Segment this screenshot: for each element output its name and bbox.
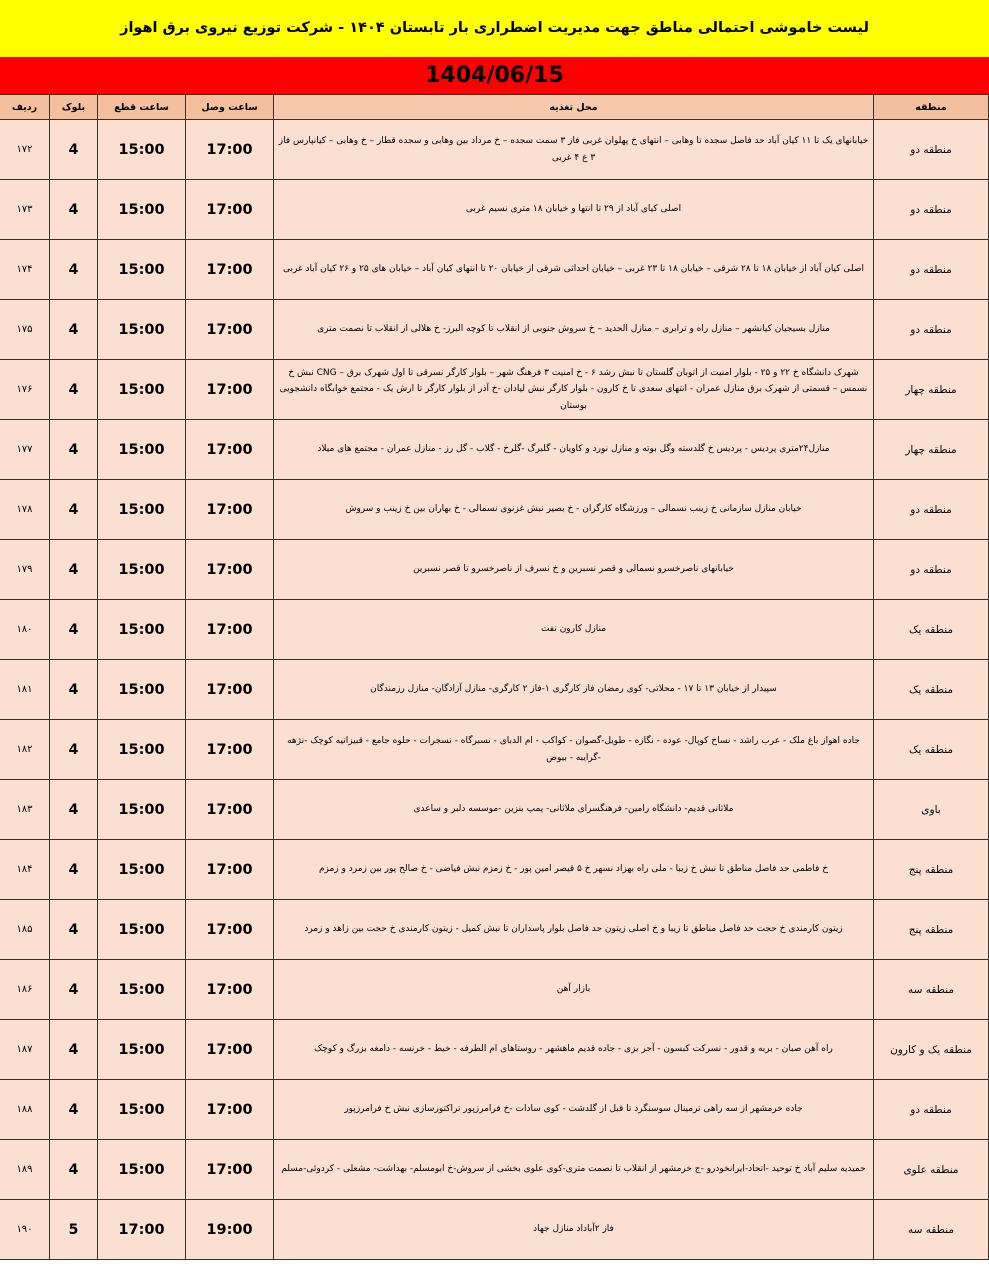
cell-radif: ۱۹۰ xyxy=(0,1200,50,1260)
table-row xyxy=(0,600,989,660)
cell-block: 4 xyxy=(50,960,98,1020)
cell-radif: ۱۷۹ xyxy=(0,540,50,600)
cell-off-time: 15:00 xyxy=(98,540,186,600)
table-row xyxy=(0,300,989,360)
cell-feed: فاز ۲آباداد منازل جهاد xyxy=(274,1200,874,1260)
cell-on-time: 17:00 xyxy=(186,360,274,420)
cell-block: 4 xyxy=(50,300,98,360)
cell-radif: ۱۸۵ xyxy=(0,900,50,960)
cell-zone: منطقه دو xyxy=(874,180,989,240)
cell-off-time: 15:00 xyxy=(98,780,186,840)
cell-on-time: 17:00 xyxy=(186,660,274,720)
cell-off-time: 15:00 xyxy=(98,1140,186,1200)
cell-on-time: 17:00 xyxy=(186,900,274,960)
table-row xyxy=(0,360,989,420)
table-body xyxy=(0,120,989,1260)
cell-on-time: 17:00 xyxy=(186,1140,274,1200)
cell-block: 4 xyxy=(50,1020,98,1080)
cell-feed: خیابان منازل سازمانی خ زینب نسمالی – ورزشگاه کارگران - خ بصیر نبش غزنوی نسمالی - خ بهاران بین خ زینب و سروش xyxy=(274,480,874,540)
cell-on-time: 17:00 xyxy=(186,960,274,1020)
cell-zone: منطقه چهار xyxy=(874,360,989,420)
cell-off-time: 15:00 xyxy=(98,720,186,780)
cell-radif: ۱۸۸ xyxy=(0,1080,50,1140)
cell-on-time: 17:00 xyxy=(186,1020,274,1080)
cell-on-time: 17:00 xyxy=(186,780,274,840)
cell-block: 4 xyxy=(50,120,98,180)
schedule-date: 1404/06/15 xyxy=(425,63,564,88)
cell-zone: منطقه یک xyxy=(874,660,989,720)
cell-zone: منطقه دو xyxy=(874,1080,989,1140)
cell-block: 4 xyxy=(50,780,98,840)
cell-block: 4 xyxy=(50,480,98,540)
cell-block: 4 xyxy=(50,840,98,900)
cell-zone: منطقه یک xyxy=(874,720,989,780)
table-row xyxy=(0,180,989,240)
cell-radif: ۱۸۹ xyxy=(0,1140,50,1200)
cell-zone: منطقه علوی xyxy=(874,1140,989,1200)
cell-block: 4 xyxy=(50,1140,98,1200)
table-row xyxy=(0,840,989,900)
cell-radif: ۱۸۰ xyxy=(0,600,50,660)
table-row xyxy=(0,960,989,1020)
cell-off-time: 15:00 xyxy=(98,900,186,960)
cell-block: 4 xyxy=(50,660,98,720)
cell-zone: منطقه دو xyxy=(874,300,989,360)
cell-on-time: 17:00 xyxy=(186,480,274,540)
cell-off-time: 15:00 xyxy=(98,600,186,660)
cell-off-time: 15:00 xyxy=(98,1020,186,1080)
column-header-radif: ردیف xyxy=(0,95,50,120)
cell-on-time: 17:00 xyxy=(186,1080,274,1140)
column-header-zone: منطقه xyxy=(874,95,989,120)
cell-block: 5 xyxy=(50,1200,98,1260)
date-banner xyxy=(0,57,989,94)
cell-off-time: 15:00 xyxy=(98,960,186,1020)
cell-radif: ۱۷۸ xyxy=(0,480,50,540)
cell-zone: باوی xyxy=(874,780,989,840)
table-row xyxy=(0,240,989,300)
cell-zone: منطقه دو xyxy=(874,480,989,540)
table-row xyxy=(0,780,989,840)
cell-feed: جاده خرمشهر از سه راهی ترمینال سوسنگرد تا قبل از گلدشت - کوی سادات -خ فرامرزپور تراکتورسازی نبش خ فرامرزپور xyxy=(274,1080,874,1140)
table-row xyxy=(0,480,989,540)
column-header-feed: محل تغذیه xyxy=(274,95,874,120)
cell-on-time: 17:00 xyxy=(186,540,274,600)
cell-on-time: 17:00 xyxy=(186,600,274,660)
cell-zone: منطقه یک xyxy=(874,600,989,660)
cell-on-time: 17:00 xyxy=(186,720,274,780)
table-row xyxy=(0,660,989,720)
cell-on-time: 17:00 xyxy=(186,300,274,360)
cell-off-time: 15:00 xyxy=(98,360,186,420)
cell-block: 4 xyxy=(50,240,98,300)
column-header-block: بلوک xyxy=(50,95,98,120)
cell-block: 4 xyxy=(50,720,98,780)
cell-radif: ۱۷۷ xyxy=(0,420,50,480)
column-header-on-time: ساعت وصل xyxy=(186,95,274,120)
cell-feed: اصلی کیان آباد از خیابان ۱۸ تا ۲۸ شرقی – خیابان ۱۸ تا ۲۳ غربی – خیابان احداثی شرقی از خیابان ۲۰ تا انتهای کیان آباد – خیابان های ۲۵ و ۲۶ کیان آباد غربی xyxy=(274,240,874,300)
cell-radif: ۱۸۷ xyxy=(0,1020,50,1080)
cell-zone: منطقه دو xyxy=(874,240,989,300)
cell-radif: ۱۸۲ xyxy=(0,720,50,780)
cell-off-time: 15:00 xyxy=(98,420,186,480)
cell-off-time: 15:00 xyxy=(98,240,186,300)
cell-radif: ۱۷۵ xyxy=(0,300,50,360)
table-row xyxy=(0,1200,989,1260)
table-row xyxy=(0,1140,989,1200)
cell-radif: ۱۸۱ xyxy=(0,660,50,720)
table-row xyxy=(0,720,989,780)
cell-off-time: 15:00 xyxy=(98,840,186,900)
cell-off-time: 15:00 xyxy=(98,480,186,540)
cell-feed: خیابانهای یک تا ۱۱ کیان آباد حد فاصل سجده تا وهابی – انتهای خ پهلوان غربی فاز ۳ سمت سجده – خ مرداد بین وهابی و سجده قطار – خ وهابی – کیانپارس فاز ۳ غ ۴ غربی xyxy=(274,120,874,180)
cell-feed: ملاثانی قدیم- دانشگاه رامین- فرهنگسرای ملاثانی- پمپ بنزین -موسسه دلبر و ساعدی xyxy=(274,780,874,840)
outage-table xyxy=(0,94,989,1260)
table-row xyxy=(0,1080,989,1140)
column-header-off-time: ساعت قطع xyxy=(98,95,186,120)
cell-feed: جاده اهواز باغ ملک - عرب راشد - نساخ کوپال- عوده - نگازه - طویل-گصوان - کواکب - ام الدبای - نسبرگاه - نسجرات - حلوه جامع - قبیزاتیه کوچک -نژهه -گرایبه - بیوض xyxy=(274,720,874,780)
cell-off-time: 15:00 xyxy=(98,660,186,720)
cell-radif: ۱۷۳ xyxy=(0,180,50,240)
cell-radif: ۱۸۶ xyxy=(0,960,50,1020)
cell-block: 4 xyxy=(50,1080,98,1140)
cell-feed: سپیدار از خیابان ۱۳ تا ۱۷ - محلاتی- کوی رمضان فاز کارگری ۱-فاز ۲ کارگری- منازل آزادگان- منازل رزمندگان xyxy=(274,660,874,720)
cell-radif: ۱۸۳ xyxy=(0,780,50,840)
table-row xyxy=(0,420,989,480)
cell-block: 4 xyxy=(50,900,98,960)
cell-on-time: 17:00 xyxy=(186,180,274,240)
cell-on-time: 17:00 xyxy=(186,240,274,300)
cell-radif: ۱۷۶ xyxy=(0,360,50,420)
cell-on-time: 19:00 xyxy=(186,1200,274,1260)
cell-zone: منطقه سه xyxy=(874,1200,989,1260)
cell-feed: خ فاطمی حد فاصل مناطق تا نبش خ زیبا - ملی راه بهزاد نسهر خ ۵ قیصر امین پور - خ زمزم نبش فیاضی - خ صالح پور بین زمرد و زمزم xyxy=(274,840,874,900)
cell-zone: منطقه دو xyxy=(874,540,989,600)
cell-feed: شهرک دانشگاه خ ۲۲ و ۲۵ - بلوار امنیت از اتوبان گلستان تا نبش رشد ۶ - خ امنیت ۳ فرهنگ شهر – بلوار کارگر نسرقی تا اول شهرک برق – CNG نبش خ نسمس – قسمتی از شهرک برق منازل عمران - انتهای سعدی تا خ کارون - بلوار کارگر نبش لیادان -خ آذر از بلوار کارگر تا ارش یک - مجتمع خوابگاه دانشجویی بوستان xyxy=(274,360,874,420)
cell-zone: منطقه دو xyxy=(874,120,989,180)
cell-on-time: 17:00 xyxy=(186,840,274,900)
cell-on-time: 17:00 xyxy=(186,120,274,180)
cell-zone: منطقه سه xyxy=(874,960,989,1020)
header-row xyxy=(0,95,989,120)
cell-feed: منازل بسیجیان کیانشهر – منازل راه و ترابری – منازل الحدید – خ سروش جنوبی از انقلاب تا کوچه البرز- خ هلالی از انقلاب تا نصمت متری xyxy=(274,300,874,360)
cell-off-time: 15:00 xyxy=(98,180,186,240)
cell-feed: زیتون کارمندی خ حجت حد فاصل مناطق تا زیبا و خ اصلی زیتون حد فاصل بلوار پاسداران تا نبش کمیل - زیتون کارمندی خ حجت بین زاهد و زمرد xyxy=(274,900,874,960)
table-row xyxy=(0,1020,989,1080)
table-row xyxy=(0,900,989,960)
cell-feed: منازل کارون نفت xyxy=(274,600,874,660)
cell-feed: بازار آهن xyxy=(274,960,874,1020)
cell-zone: منطقه پنج xyxy=(874,900,989,960)
cell-block: 4 xyxy=(50,180,98,240)
cell-block: 4 xyxy=(50,360,98,420)
title-banner xyxy=(0,0,989,57)
cell-zone: منطقه چهار xyxy=(874,420,989,480)
cell-on-time: 17:00 xyxy=(186,420,274,480)
cell-zone: منطقه پنج xyxy=(874,840,989,900)
cell-feed: منازل۲۴متری پردیس - پردیس خ گلدسته وگل بوته و منازل نورد و کاویان - گلبرگ -گلرخ - گلاب - گل رز - منازل عمران - مجتمع های میلاد xyxy=(274,420,874,480)
cell-radif: ۱۸۴ xyxy=(0,840,50,900)
cell-off-time: 15:00 xyxy=(98,1080,186,1140)
cell-block: 4 xyxy=(50,540,98,600)
cell-off-time: 15:00 xyxy=(98,300,186,360)
table-header xyxy=(0,95,989,120)
cell-off-time: 15:00 xyxy=(98,120,186,180)
cell-block: 4 xyxy=(50,420,98,480)
cell-feed: حمیدیه سلیم آباد خ توحید -اتحاد-ایرانخودرو -ج خرمشهر از انقلاب تا نصمت متری-کوی علوی بخشی از سروش-خ ابومسلم- بهداشت- مشعلی - کردوئی-مسلم xyxy=(274,1140,874,1200)
cell-block: 4 xyxy=(50,600,98,660)
cell-feed: خیابانهای ناصرخسرو نسمالی و قصر نسبرین و خ نسرف از ناصرخسرو تا قصر نسبرین xyxy=(274,540,874,600)
page-title: لیست خاموشی احتمالی مناطق جهت مدیریت اضطراری بار تابستان ۱۴۰۴ - شرکت توزیع نیروی برق اهواز xyxy=(120,20,869,36)
cell-off-time: 17:00 xyxy=(98,1200,186,1260)
cell-feed: اصلی کیای آباد از ۲۹ تا انتها و خیابان ۱۸ متری نسیم غربی xyxy=(274,180,874,240)
table-row xyxy=(0,540,989,600)
cell-feed: راه آهن صبان - بربه و قدور - نسرکت کبسون - آجر بزی - جاده قدیم ماهشهر - روستاهای ام الطرفه - خبط - خرنسه - دامغه بزرگ و کوچک xyxy=(274,1020,874,1080)
cell-zone: منطقه یک و کارون xyxy=(874,1020,989,1080)
table-row xyxy=(0,120,989,180)
cell-radif: ۱۷۲ xyxy=(0,120,50,180)
cell-radif: ۱۷۴ xyxy=(0,240,50,300)
